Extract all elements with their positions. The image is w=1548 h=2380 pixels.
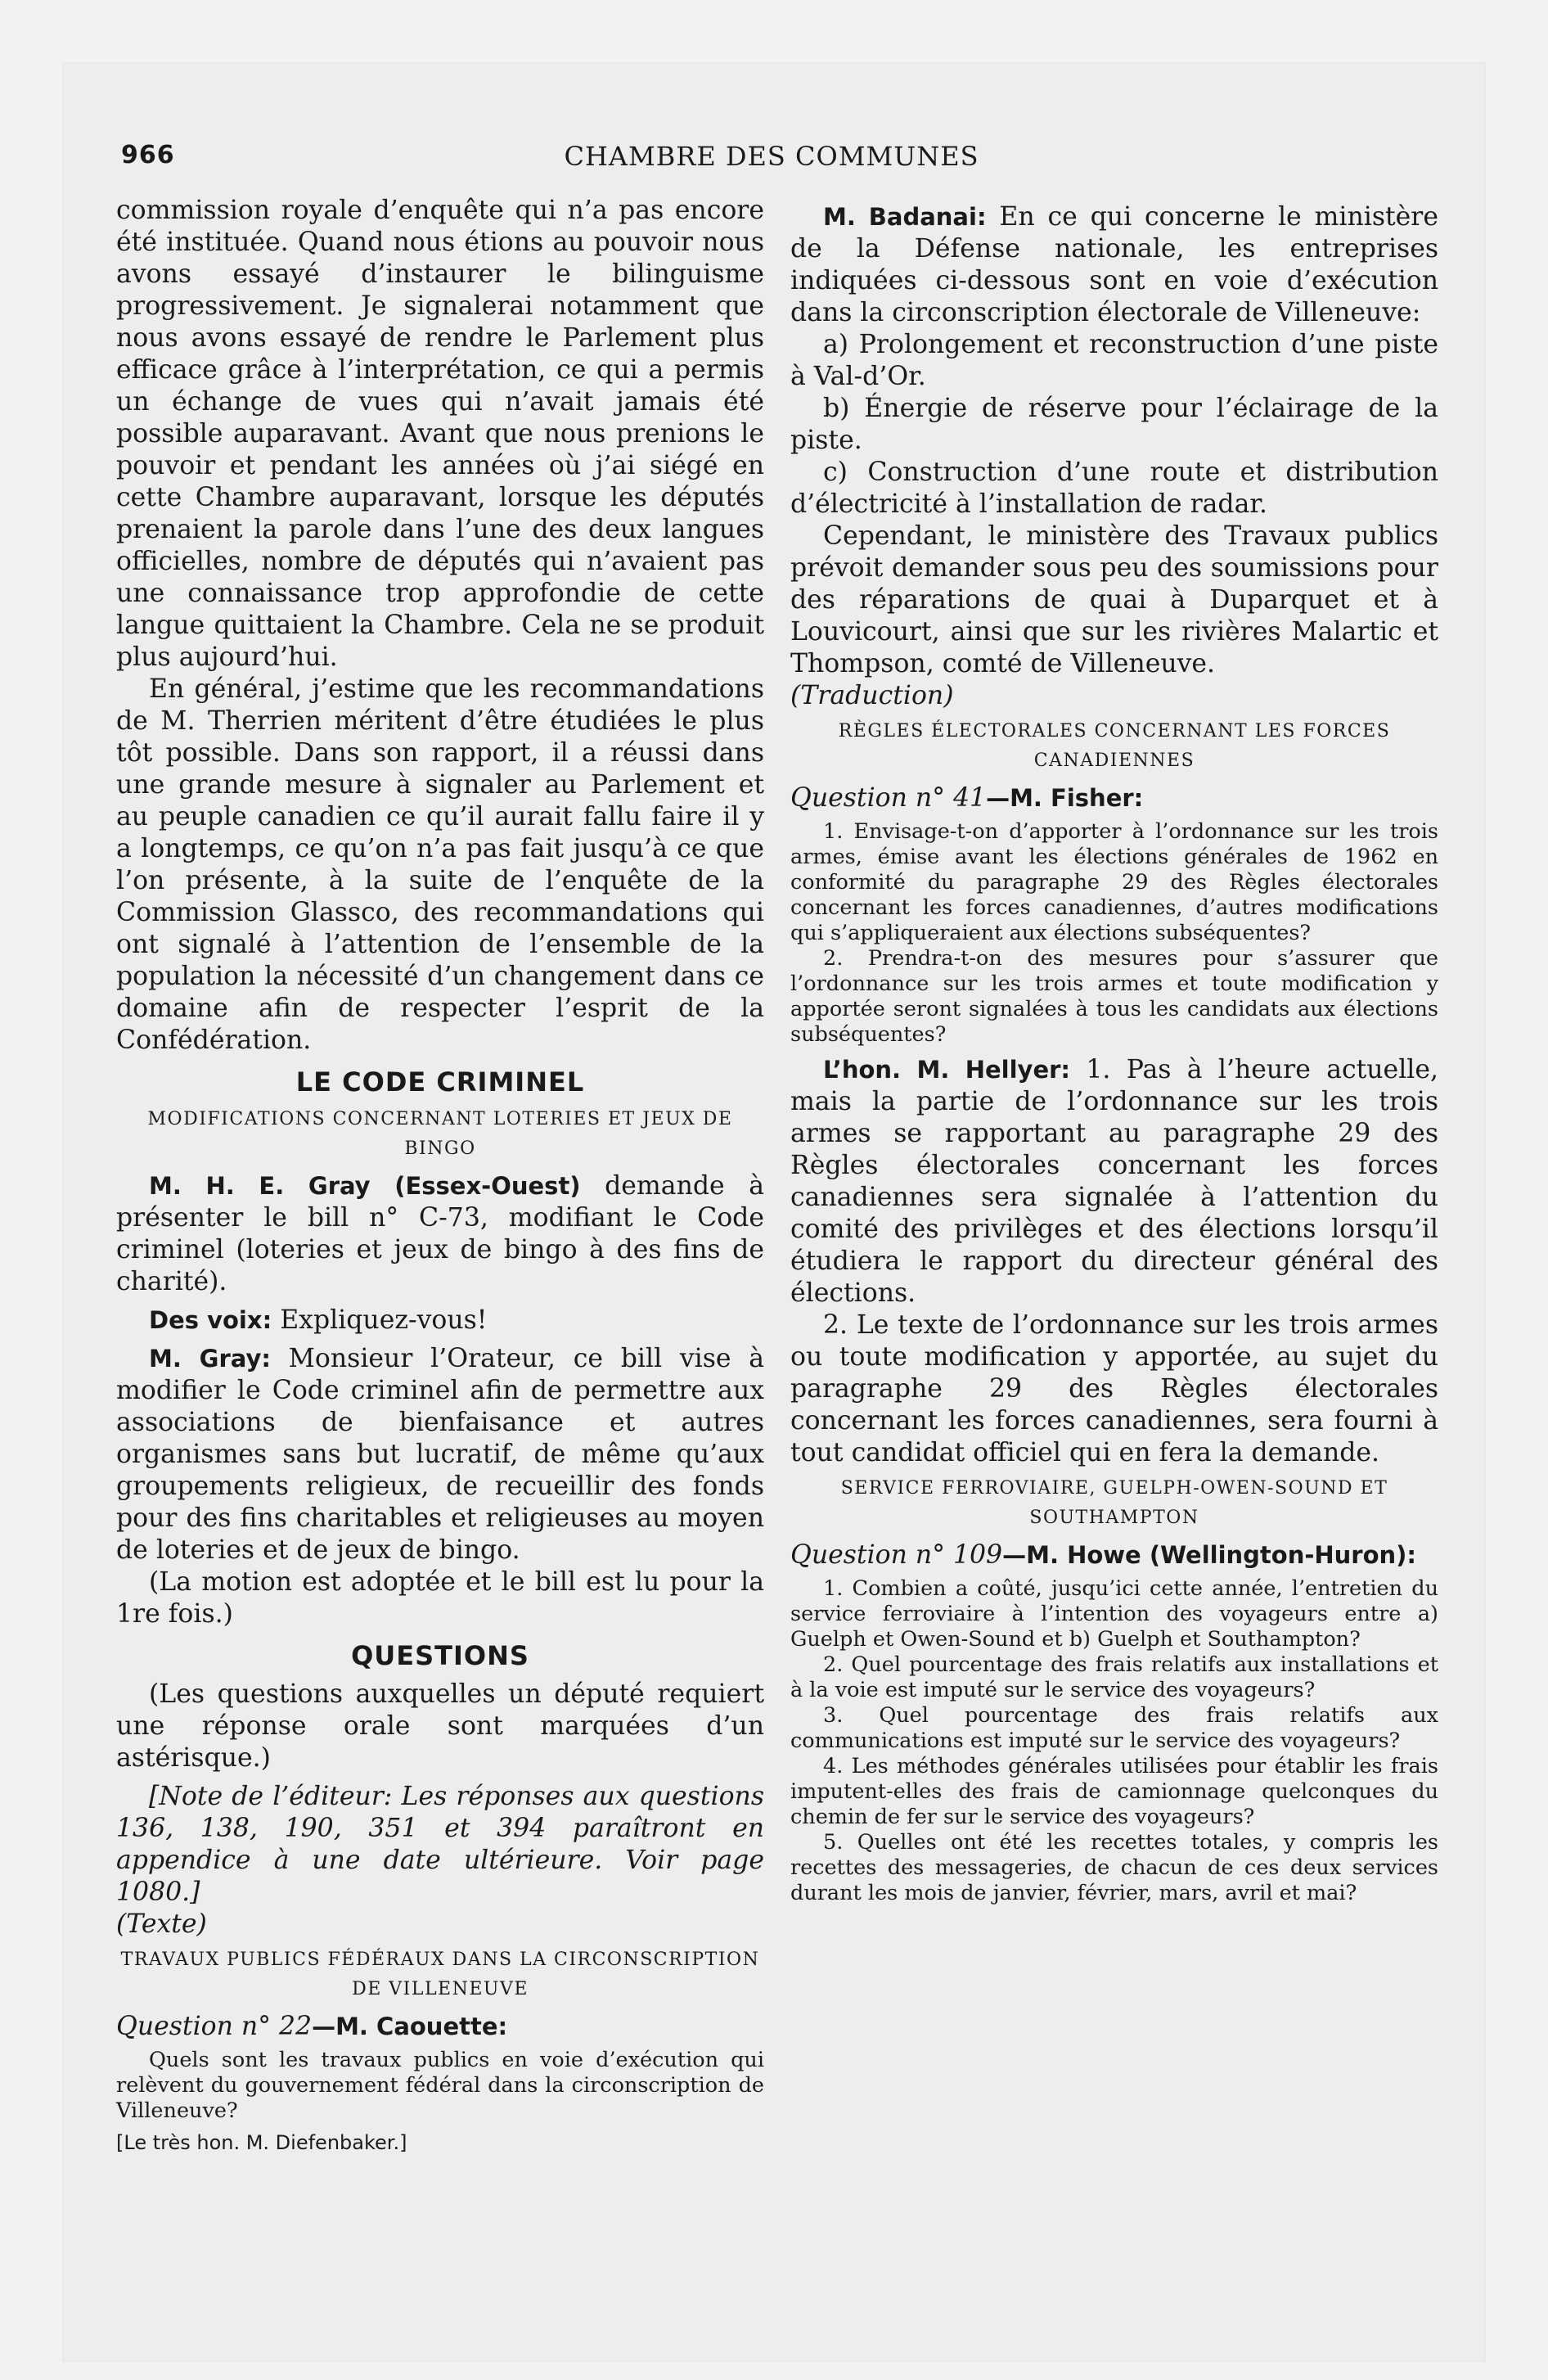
question-number: Question n° 41 — [790, 783, 987, 813]
list-item: c) Construction d’une route et distribution d’électricité à l’installation de radar. — [790, 458, 1438, 519]
speaker-name: L’hon. M. Hellyer: — [823, 1056, 1071, 1084]
speaker-name: M. Gray: — [149, 1345, 271, 1373]
speech-paragraph — [116, 1305, 764, 1336]
question-author: —M. Howe (Wellington-Huron): — [1002, 1541, 1417, 1569]
speech-text: Expliquez-vous! — [280, 1305, 488, 1335]
questions-note: (Les questions auxquelles un député requiert une réponse orale sont marquées d’un astérisque.) — [116, 1679, 764, 1773]
subsection-heading: TRAVAUX PUBLICS FÉDÉRAUX DANS LA CIRCONSCRIPTION DE VILLENEUVE — [120, 1950, 760, 1999]
right-column — [790, 195, 1438, 1906]
footer-note: [Le très hon. M. Diefenbaker.] — [116, 2131, 407, 2154]
speaker-name: M. H. E. Gray (Essex-Ouest) — [149, 1172, 581, 1200]
question-author: —M. Fisher: — [986, 784, 1144, 812]
question-text: 5. Quelles ont été les recettes totales, y compris les recettes des messageries, de chacun de ces deux services durant les mois de janvier, février, mars, avril et mai? — [790, 1830, 1438, 1905]
page-number: 966 — [121, 141, 175, 169]
question-body — [116, 2048, 764, 2124]
paragraph: En général, j’estime que les recommandations de M. Therrien méritent d’être étudiées le plus tôt possible. Dans son rapport, il a réussi dans une grande mesure à signaler au Parlement et au peuple canadien ce qu’il aurait fallu faire il y a longtemps, ce qu’on n’a pas fait jusqu’à ce que l’on présente, à la suite de l’enquête de la Commission Glassco, des recommandations qui ont signalé à l’attention de l’ensemble de la population la nécessité d’un changement dans ce domaine afin de respecter l’esprit de la Confédération. — [116, 674, 764, 1055]
question-heading — [116, 2011, 764, 2043]
question-text: 2. Prendra-t-on des mesures pour s’assurer que l’ordonnance sur les trois armes et toute modification y apportée seront signalées à tous les candidats aux élections subséquentes? — [790, 946, 1438, 1047]
speech-text: En ce qui concerne le ministère de la Défense nationale, les entreprises indiquées ci-dessous sont en voie d’exécution dans la circonscription électorale de Villeneuve: — [790, 202, 1438, 327]
question-number: Question n° 109 — [790, 1540, 1003, 1570]
speech-paragraph — [790, 1054, 1438, 1309]
language-marker: (Traduction) — [790, 681, 954, 710]
speech-text: Monsieur l’Orateur, ce bill vise à modifier le Code criminel afin de permettre aux associations de bienfaisance et autres organismes sans but lucratif, de même qu’aux groupements religieux, de recueillir des fonds pour des fins charitables et religieuses au moyen de loteries et de jeux de bingo. — [116, 1344, 765, 1565]
question-heading — [790, 782, 1438, 814]
left-column — [116, 195, 764, 2156]
paragraph: commission royale d’enquête qui n’a pas encore été instituée. Quand nous étions au pouvoir nous avons essayé d’instaurer le bilinguisme progressivement. Je signalerai notamment que nous avons essayé de rendre le Parlement plus efficace grâce à l’interprétation, ce qui a permis un échange de vues qui n’avait jamais été possible auparavant. Avant que nous prenions le pouvoir et pendant les années où j’ai siégé en cette Chambre auparavant, lorsque les députés prenaient la parole dans l’une des deux langues officielles, nombre de députés qui n’avaient pas une connaissance trop approfondie de cette langue quittaient la Chambre. Cela ne se produit plus aujourd’hui. — [116, 196, 764, 672]
paragraph: 2. Le texte de l’ordonnance sur les trois armes ou toute modification y apportée, au sujet du paragraphe 29 des Règles électorales concernant les forces canadiennes, sera fourni à tout candidat officiel qui en fera la demande. — [790, 1310, 1438, 1467]
language-marker: (Texte) — [116, 1909, 207, 1939]
speech-paragraph — [116, 1170, 764, 1298]
question-text: 4. Les méthodes générales utilisées pour établir les frais imputent-elles des frais de camionnage quelconques du chemin de fer sur le service des voyageurs? — [790, 1754, 1438, 1829]
question-text: 1. Envisage-t-on d’apporter à l’ordonnance sur les trois armes, émise avant les élections générales de 1962 en conformité du paragraphe 29 des Règles électorales concernant les forces canadiennes, d’autres modifications qui s’appliqueraient aux élections subséquentes? — [790, 819, 1438, 945]
subsection-heading: RÈGLES ÉLECTORALES CONCERNANT LES FORCES CANADIENNES — [838, 721, 1391, 771]
subsection-heading: MODIFICATIONS CONCERNANT LOTERIES ET JEUX DE BINGO — [147, 1109, 733, 1159]
list-item: a) Prolongement et reconstruction d’une piste à Val-d’Or. — [790, 330, 1438, 391]
question-heading — [790, 1539, 1438, 1571]
question-body — [790, 1576, 1438, 1906]
question-text: 2. Quel pourcentage des frais relatifs aux installations et à la voie est imputé sur le service des voyageurs? — [790, 1652, 1438, 1702]
question-text: 1. Combien a coûté, jusqu’ici cette année, l’entretien du service ferroviaire à l’intention des voyageurs entre a) Guelph et Owen-Sound et b) Guelph et Southampton? — [790, 1576, 1438, 1652]
running-title: CHAMBRE DES COMMUNES — [564, 141, 979, 172]
speech-paragraph — [116, 1343, 764, 1566]
subsection-heading: SERVICE FERROVIAIRE, GUELPH-OWEN-SOUND ET SOUTHAMPTON — [840, 1478, 1388, 1528]
question-number: Question n° 22 — [116, 2012, 313, 2041]
question-author: —M. Caouette: — [312, 2013, 508, 2040]
editor-note: [Note de l’éditeur: Les réponses aux questions 136, 138, 190, 351 et 394 paraîtront en appendice à une date ultérieure. Voir page 1080.] — [116, 1782, 764, 1907]
speech-text: 1. Pas à l’heure actuelle, mais la partie de l’ordonnance sur les trois armes se rapportant au paragraphe 29 des Règles électorales concernant les forces canadiennes sera signalée à l’attention du comité des privilèges et des élections lorsqu’il étudiera le rapport du directeur général des élections. — [790, 1055, 1439, 1308]
section-heading: QUESTIONS — [351, 1640, 529, 1671]
question-text: 3. Quel pourcentage des frais relatifs aux communications est imputé sur le service des voyageurs? — [790, 1703, 1438, 1753]
page-header — [121, 141, 1422, 182]
speaker-name: M. Badanai: — [823, 203, 987, 231]
section-heading: LE CODE CRIMINEL — [295, 1066, 585, 1098]
speech-paragraph — [790, 201, 1438, 329]
paragraph: Cependant, le ministère des Travaux publics prévoit demander sous peu des soumissions pour des réparations de quai à Duparquet et à Louvicourt, ainsi que sur les rivières Malartic et Thompson, comté de Villeneuve. — [790, 521, 1438, 678]
question-body — [790, 819, 1438, 1048]
speech-text: demande à présenter le bill n° C-73, modifiant le Code criminel (loteries et jeux de bingo à des fins de charité). — [116, 1171, 765, 1296]
motion-note: (La motion est adoptée et le bill est lu pour la 1re fois.) — [116, 1567, 764, 1629]
list-item: b) Énergie de réserve pour l’éclairage de la piste. — [790, 394, 1438, 455]
speaker-name: Des voix: — [149, 1306, 272, 1334]
question-text: Quels sont les travaux publics en voie d’exécution qui relèvent du gouvernement fédéral dans la circonscription de Villeneuve? — [116, 2048, 764, 2123]
